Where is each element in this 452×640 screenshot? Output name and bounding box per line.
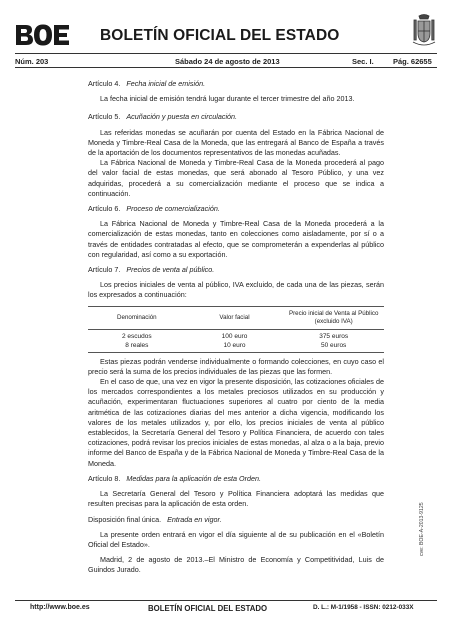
paragraph: Las referidas monedas se acuñarán por cuenta del Estado en la Fábrica Nacional de Moneda y Timbre-Real Casa de la Moneda, que las entregará al Banco de España a través de la aportación de los documentos representativos de las monedas acuñadas. bbox=[88, 127, 384, 158]
section-label: Sec. I. bbox=[352, 57, 374, 66]
paragraph: Los precios iniciales de venta al público, IVA excluido, de cada una de las piezas, serán los expresados a continuación: bbox=[88, 280, 384, 300]
column-header: Valor facial bbox=[186, 306, 284, 329]
table-row bbox=[88, 341, 384, 353]
issue-number: Núm. 203 bbox=[15, 57, 49, 66]
paragraph: La Fábrica Nacional de Moneda y Timbre-Real Casa de la Moneda procederá a la comercialización de estas monedas, tanto en colecciones como aisladamente, por sí o a través de entidades contratadas al efecto, que se comprometerán a expenderlas al público con regularidad, así como a su exportación. bbox=[88, 219, 384, 259]
article-6-heading: Artículo 6. Proceso de comercialización. bbox=[88, 204, 220, 214]
issue-date: Sábado 24 de agosto de 2013 bbox=[175, 57, 280, 66]
article-5-heading: Artículo 5. Acuñación y puesta en circulación. bbox=[88, 112, 238, 122]
paragraph: Estas piezas podrán venderse individualmente o formando colecciones, en cuyo caso el precio será la suma de los precios individuales de las piezas que las formen. bbox=[88, 356, 384, 376]
footer-link[interactable]: http://www.boe.es bbox=[30, 604, 90, 611]
footer-title: BOLETÍN OFICIAL DEL ESTADO bbox=[148, 604, 268, 613]
header-rule-top bbox=[15, 53, 437, 54]
table-cell: 8 reales bbox=[88, 341, 186, 353]
header-rule-bottom bbox=[15, 67, 437, 68]
paragraph: La Secretaría General del Tesoro y Política Financiera adoptará las medidas que resulten precisas para la aplicación de esta orden. bbox=[88, 489, 384, 509]
table-cell: 10 euro bbox=[186, 341, 284, 353]
cve-code: cve: BOE-A-2013-9125 bbox=[419, 502, 425, 556]
bulletin-title: BOLETÍN OFICIAL DEL ESTADO bbox=[100, 27, 340, 44]
table-header-row bbox=[88, 306, 384, 329]
coat-of-arms-icon bbox=[411, 12, 437, 52]
table-row bbox=[88, 329, 384, 341]
column-header: Denominación bbox=[88, 306, 186, 329]
article-8-heading: Artículo 8. Medidas para la aplicación de esta Orden. bbox=[88, 473, 262, 483]
boe-logo bbox=[15, 24, 70, 46]
legal-deposit: D. L.: M-1/1958 - ISSN: 0212-033X bbox=[313, 604, 414, 611]
page-number: Pág. 62655 bbox=[393, 57, 432, 66]
footer-rule bbox=[15, 600, 437, 601]
final-provision-heading: Disposición final única. Entrada en vigor. bbox=[88, 514, 222, 524]
table-cell: 100 euro bbox=[221, 332, 248, 340]
table-cell: 50 euros bbox=[283, 341, 384, 353]
signature-paragraph: Madrid, 2 de agosto de 2013.–El Ministro de Economía y Competitividad, Luis de Guindos Jurado. bbox=[88, 555, 384, 575]
table-cell: 2 escudos bbox=[122, 332, 152, 340]
document-body bbox=[88, 79, 384, 576]
price-table bbox=[88, 306, 384, 353]
article-4-heading: Artículo 4. Fecha inicial de emisión. bbox=[88, 79, 206, 88]
article-7-heading: Artículo 7. Precios de venta al público. bbox=[88, 265, 215, 275]
paragraph: La fecha inicial de emisión tendrá lugar durante el tercer trimestre del año 2013. bbox=[100, 94, 355, 104]
table-cell: 375 euros bbox=[319, 332, 349, 340]
paragraph: La presente orden entrará en vigor el día siguiente al de su publicación en el «Boletín Oficial del Estado». bbox=[88, 529, 384, 549]
column-header: Precio inicial de Venta al Público (excluido IVA) bbox=[283, 306, 384, 329]
paragraph: En el caso de que, una vez en vigor la presente disposición, las cotizaciones oficiales de los mercados correspondientes a los metales preciosos utilizados en su producción y acuñación, experimentaran fluctuaciones superiores al cuatro por ciento de la media aritmética de las cotizaciones diarias del mes anterior a dicha vigencia, modificando los valores de los metales utilizados y, por ello, los precios iniciales de venta al público establecidos, la Secretaría General del Tesoro y Política Financiera, de acuerdo con tales cotizaciones, podrá revisar los precios iniciales de estas monedas, al alza o a la baja, previo informe del Banco de España y de la Fábrica Nacional de Moneda y Timbre-Real Casa de la Moneda. bbox=[88, 377, 384, 468]
paragraph: La Fábrica Nacional de Moneda y Timbre-Real Casa de la Moneda procederá al pago del valor facial de estas monedas, que será abonado al Tesoro Público, y una vez adquiridas, procederá a su comercialización mediante el proceso que se indica a continuación. bbox=[88, 158, 384, 198]
